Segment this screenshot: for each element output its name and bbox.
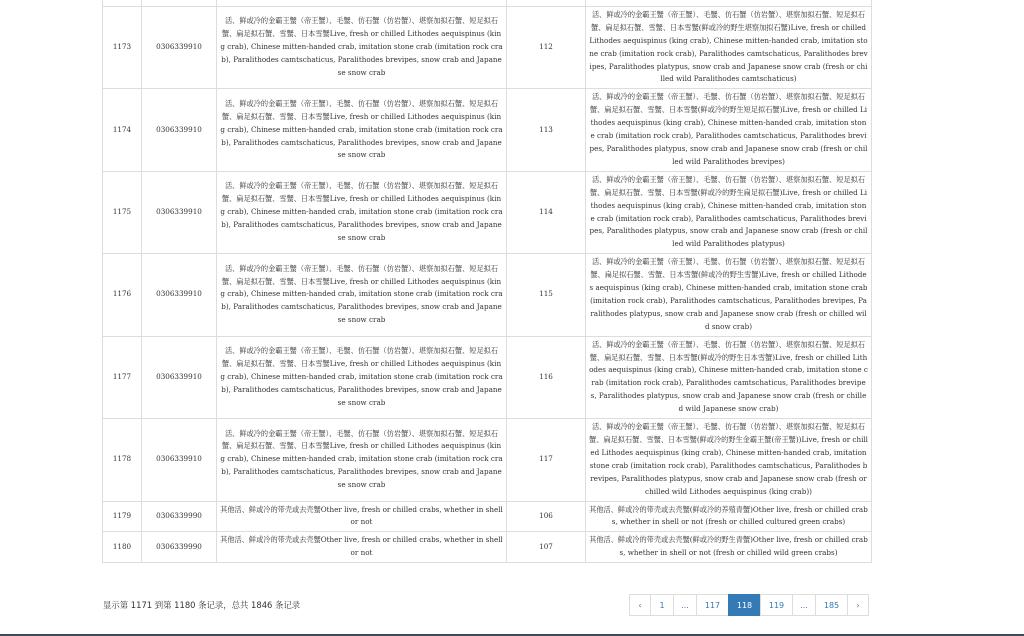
cell-description: 活、鲜或冷的金霸王蟹（帝王蟹）、毛蟹、仿石蟹（仿岩蟹）、堪察加拟石蟹、短足拟石蟹、扁足拟石蟹、雪蟹、日本雪蟹Live, fresh or chilled Lithodes aequispinus (king crab), Chinese mitten-handed crab, imitation stone crab (imitation rock crab), Paralithodes camtschaticus, Paralithodes brevipes, snow crab and Japanese snow crab bbox=[217, 254, 507, 336]
prev-page-button[interactable]: ‹ bbox=[629, 594, 651, 616]
cell-no: 1174 bbox=[103, 89, 142, 171]
cell-code: 0306339910 bbox=[142, 89, 217, 171]
page-ellipsis[interactable]: ... bbox=[673, 594, 697, 616]
table-row bbox=[103, 336, 872, 418]
pagination bbox=[630, 594, 869, 616]
table-row bbox=[103, 89, 872, 171]
table-row bbox=[103, 419, 872, 501]
cell-code: 0306339910 bbox=[142, 336, 217, 418]
cell-no: 1176 bbox=[103, 254, 142, 336]
cell-no: 1175 bbox=[103, 171, 142, 253]
table-row bbox=[103, 171, 872, 253]
cell-id: 113 bbox=[507, 89, 586, 171]
cell-detail: 活、鲜或冷的金霸王蟹（帝王蟹）、毛蟹、仿石蟹（仿岩蟹）、堪察加拟石蟹、短足拟石蟹、扁足拟石蟹、雪蟹、日本雪蟹(鲜或冷的野生扁足拟石蟹)Live, fresh or chilled Lithodes aequispinus (king crab), Chinese mitten-handed crab, imitation stone crab (imitation rock crab), Paralithodes camtschaticus, Paralithodes brevipes, Paralithodes platypus, snow crab and Japanese snow crab (fresh or chilled wild Paralithodes platypus) bbox=[586, 171, 872, 253]
cell-description: 其他活、鲜或冷的带壳或去壳蟹Other live, fresh or chilled crabs, whether in shell or not bbox=[217, 532, 507, 563]
page-link-active[interactable]: 118 bbox=[728, 594, 761, 616]
cell-detail: 活、鲜或冷的金霸王蟹（帝王蟹）、毛蟹、仿石蟹（仿岩蟹）、堪察加拟石蟹、短足拟石蟹、扁足拟石蟹、雪蟹、日本雪蟹(鲜或冷的野生堪察加拟石蟹)Live, fresh or chilled Lithodes aequispinus (king crab), Chinese mitten-handed crab, imitation stone crab (imitation rock crab), Paralithodes camtschaticus, Paralithodes brevipes, Paralithodes platypus, snow crab and Japanese snow crab (fresh or chilled wild Paralithodes camtschaticus) bbox=[586, 6, 872, 88]
cell-description: 活、鲜或冷的金霸王蟹（帝王蟹）、毛蟹、仿石蟹（仿岩蟹）、堪察加拟石蟹、短足拟石蟹、扁足拟石蟹、雪蟹、日本雪蟹Live, fresh or chilled Lithodes aequispinus (king crab), Chinese mitten-handed crab, imitation stone crab (imitation rock crab), Paralithodes camtschaticus, Paralithodes brevipes, snow crab and Japanese snow crab bbox=[217, 6, 507, 88]
cell-id: 115 bbox=[507, 254, 586, 336]
table-row bbox=[103, 532, 872, 563]
table-row bbox=[103, 6, 872, 88]
cell-detail: 活、鲜或冷的金霸王蟹（帝王蟹）、毛蟹、仿石蟹（仿岩蟹）、堪察加拟石蟹、短足拟石蟹、扁足拟石蟹、雪蟹、日本雪蟹(鲜或冷的野生金霸王蟹(帝王蟹))Live, fresh or chilled Lithodes aequispinus (king crab), Chinese mitten-handed crab, imitation stone crab (imitation rock crab), Paralithodes camtschaticus, Paralithodes brevipes, Paralithodes platypus, snow crab and Japanese snow crab (fresh or chilled wild Lithodes aequispinus (king crab)) bbox=[586, 419, 872, 501]
cell-id: 107 bbox=[507, 532, 586, 563]
records-summary: 显示第 1171 到第 1180 条记录，总共 1846 条记录 bbox=[103, 600, 301, 610]
page-ellipsis[interactable]: ... bbox=[792, 594, 816, 616]
cell-description: 活、鲜或冷的金霸王蟹（帝王蟹）、毛蟹、仿石蟹（仿岩蟹）、堪察加拟石蟹、短足拟石蟹、扁足拟石蟹、雪蟹、日本雪蟹Live, fresh or chilled Lithodes aequispinus (king crab), Chinese mitten-handed crab, imitation stone crab (imitation rock crab), Paralithodes camtschaticus, Paralithodes brevipes, snow crab and Japanese snow crab bbox=[217, 419, 507, 501]
page-link[interactable]: 117 bbox=[696, 594, 729, 616]
cell-id: 116 bbox=[507, 336, 586, 418]
cell-detail: 活、鲜或冷的金霸王蟹（帝王蟹）、毛蟹、仿石蟹（仿岩蟹）、堪察加拟石蟹、短足拟石蟹、扁足拟石蟹、雪蟹、日本雪蟹(鲜或冷的野生雪蟹)Live, fresh or chilled Lithodes aequispinus (king crab), Chinese mitten-handed crab, imitation stone crab (imitation rock crab), Paralithodes camtschaticus, Paralithodes brevipes, Paralithodes platypus, snow crab and Japanese snow crab (fresh or chilled wild snow crab) bbox=[586, 254, 872, 336]
cell-id: 117 bbox=[507, 419, 586, 501]
cell-code: 0306339910 bbox=[142, 254, 217, 336]
cell-detail: 其他活、鲜或冷的带壳或去壳蟹(鲜或冷的野生青蟹)Other live, fresh or chilled crabs, whether in shell or not (fresh or chilled wild green crabs) bbox=[586, 532, 872, 563]
table-row bbox=[103, 254, 872, 336]
cell-no: 1173 bbox=[103, 6, 142, 88]
cell-detail: 活、鲜或冷的金霸王蟹（帝王蟹）、毛蟹、仿石蟹（仿岩蟹）、堪察加拟石蟹、短足拟石蟹、扁足拟石蟹、雪蟹、日本雪蟹(鲜或冷的野生短足拟石蟹)Live, fresh or chilled Lithodes aequispinus (king crab), Chinese mitten-handed crab, imitation stone crab (imitation rock crab), Paralithodes camtschaticus, Paralithodes brevipes, Paralithodes platypus, snow crab and Japanese snow crab (fresh or chilled wild Paralithodes brevipes) bbox=[586, 89, 872, 171]
page-link[interactable]: 185 bbox=[815, 594, 848, 616]
cell-description: 其他活、鲜或冷的带壳或去壳蟹Other live, fresh or chilled crabs, whether in shell or not bbox=[217, 501, 507, 532]
cell-description: 活、鲜或冷的金霸王蟹（帝王蟹）、毛蟹、仿石蟹（仿岩蟹）、堪察加拟石蟹、短足拟石蟹、扁足拟石蟹、雪蟹、日本雪蟹Live, fresh or chilled Lithodes aequispinus (king crab), Chinese mitten-handed crab, imitation stone crab (imitation rock crab), Paralithodes camtschaticus, Paralithodes brevipes, snow crab and Japanese snow crab bbox=[217, 336, 507, 418]
cell-code: 0306339910 bbox=[142, 6, 217, 88]
page-link[interactable]: 1 bbox=[650, 594, 674, 616]
cell-id: 112 bbox=[507, 6, 586, 88]
cell-id: 106 bbox=[507, 501, 586, 532]
table-row bbox=[103, 501, 872, 532]
cell-code: 0306339990 bbox=[142, 501, 217, 532]
cell-code: 0306339910 bbox=[142, 171, 217, 253]
cell-detail: 其他活、鲜或冷的带壳或去壳蟹(鲜或冷的养殖青蟹)Other live, fresh or chilled crabs, whether in shell or not (fresh or chilled cultured green crabs) bbox=[586, 501, 872, 532]
cell-id: 114 bbox=[507, 171, 586, 253]
next-page-button[interactable]: › bbox=[847, 594, 869, 616]
cell-no: 1177 bbox=[103, 336, 142, 418]
cell-code: 0306339910 bbox=[142, 419, 217, 501]
cell-description: 活、鲜或冷的金霸王蟹（帝王蟹）、毛蟹、仿石蟹（仿岩蟹）、堪察加拟石蟹、短足拟石蟹、扁足拟石蟹、雪蟹、日本雪蟹Live, fresh or chilled Lithodes aequispinus (king crab), Chinese mitten-handed crab, imitation stone crab (imitation rock crab), Paralithodes camtschaticus, Paralithodes brevipes, snow crab and Japanese snow crab bbox=[217, 89, 507, 171]
cell-detail: 活、鲜或冷的金霸王蟹（帝王蟹）、毛蟹、仿石蟹（仿岩蟹）、堪察加拟石蟹、短足拟石蟹、扁足拟石蟹、雪蟹、日本雪蟹(鲜或冷的野生日本雪蟹)Live, fresh or chilled Lithodes aequispinus (king crab), Chinese mitten-handed crab, imitation stone crab (imitation rock crab), Paralithodes camtschaticus, Paralithodes brevipes, Paralithodes platypus, snow crab and Japanese snow crab (fresh or chilled wild Japanese snow crab) bbox=[586, 336, 872, 418]
cell-description: 活、鲜或冷的金霸王蟹（帝王蟹）、毛蟹、仿石蟹（仿岩蟹）、堪察加拟石蟹、短足拟石蟹、扁足拟石蟹、雪蟹、日本雪蟹Live, fresh or chilled Lithodes aequispinus (king crab), Chinese mitten-handed crab, imitation stone crab (imitation rock crab), Paralithodes camtschaticus, Paralithodes brevipes, snow crab and Japanese snow crab bbox=[217, 171, 507, 253]
cell-no: 1178 bbox=[103, 419, 142, 501]
page-link[interactable]: 119 bbox=[760, 594, 793, 616]
cell-no: 1180 bbox=[103, 532, 142, 563]
cell-no: 1179 bbox=[103, 501, 142, 532]
records-table bbox=[102, 0, 872, 563]
cell-code: 0306339990 bbox=[142, 532, 217, 563]
